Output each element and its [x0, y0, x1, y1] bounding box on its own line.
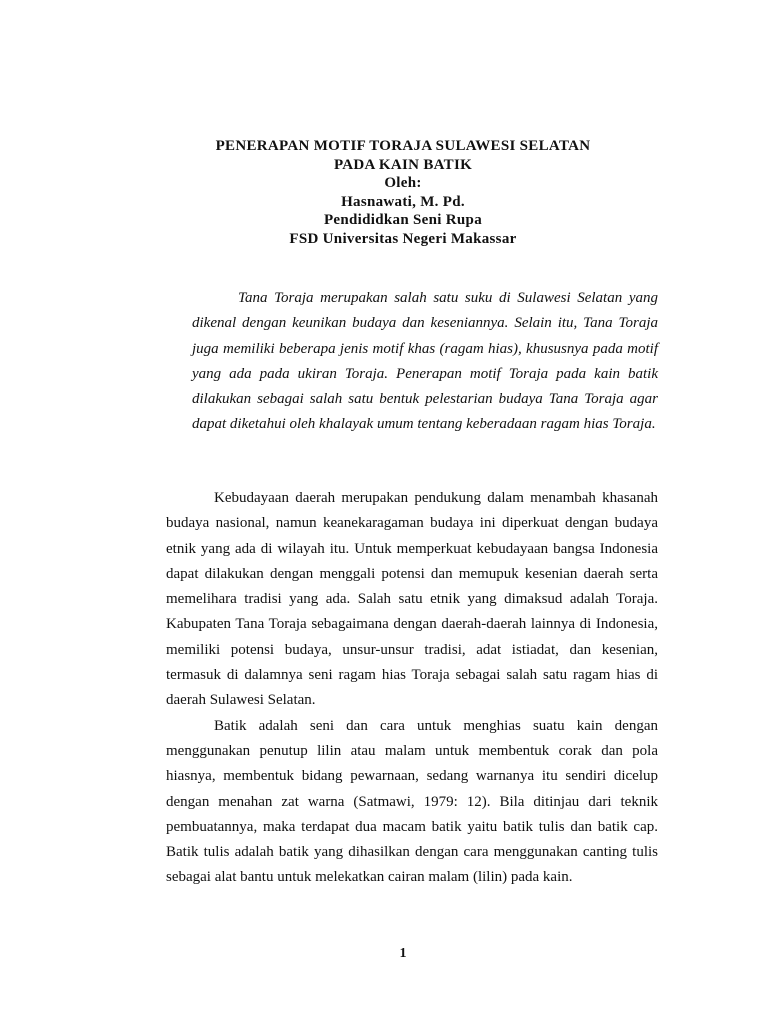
- title-block: [0, 137, 768, 248]
- by-label: Oleh:: [384, 175, 422, 191]
- author-name: Hasnawati, M. Pd.: [341, 193, 465, 210]
- title-line-1: PENERAPAN MOTIF TORAJA SULAWESI SELATAN: [215, 138, 591, 154]
- page-number: 1: [399, 946, 407, 961]
- faculty-name: FSD Universitas Negeri Makassar: [289, 230, 517, 247]
- body-text: [166, 486, 658, 891]
- title-line-2: PADA KAIN BATIK: [333, 156, 473, 173]
- abstract-paragraph: Tana Toraja merupakan salah satu suku di Sulawesi Selatan yang dikenal dengan keunikan budaya dan keseniannya. Selain itu, Tana Toraja juga memiliki beberapa jenis motif khas (ragam hias), khususnya pada motif yang ada pada ukiran Toraja. Penerapan motif Toraja pada kain batik dilakukan sebagai salah satu bentuk pelestarian budaya Tana Toraja agar dapat diketahui oleh khalayak umum tentang keberadaan ragam hias Toraja.: [192, 290, 658, 433]
- department-name: Pendididkan Seni Rupa: [323, 212, 483, 228]
- body-paragraph-2: Batik adalah seni dan cara untuk menghias suatu kain dengan menggunakan penutup lilin atau malam untuk membentuk corak dan pola hiasnya, membentuk bidang pewarnaan, sedang warnanya itu sendiri dicelup dengan menahan zat warna (Satmawi, 1979: 12). Bila ditinjau dari teknik pembuatannya, maka terdapat dua macam batik yaitu batik tulis dan batik cap. Batik tulis adalah batik yang dihasilkan dengan cara menggunakan canting tulis sebagai alat bantu untuk melekatkan cairan malam (lilin) pada kain.: [166, 717, 658, 886]
- body-paragraph-1: Kebudayaan daerah merupakan pendukung dalam menambah khasanah budaya nasional, namun keanekaragaman budaya ini diperkuat dengan budaya etnik yang ada di wilayah itu. Untuk memperkuat kebudayaan bangsa Indonesia dapat dilakukan dengan menggali potensi dan memupuk kesenian daerah serta memelihara tradisi yang ada. Salah satu etnik yang dimaksud adalah Toraja. Kabupaten Tana Toraja sebagaimana dengan daerah-daerah lainnya di Indonesia, memiliki potensi budaya, unsur-unsur tradisi, adat istiadat, dan kesenian, termasuk di dalamnya seni ragam hias Toraja sebagai salah satu ragam hias di daerah Sulawesi Selatan.: [166, 490, 658, 709]
